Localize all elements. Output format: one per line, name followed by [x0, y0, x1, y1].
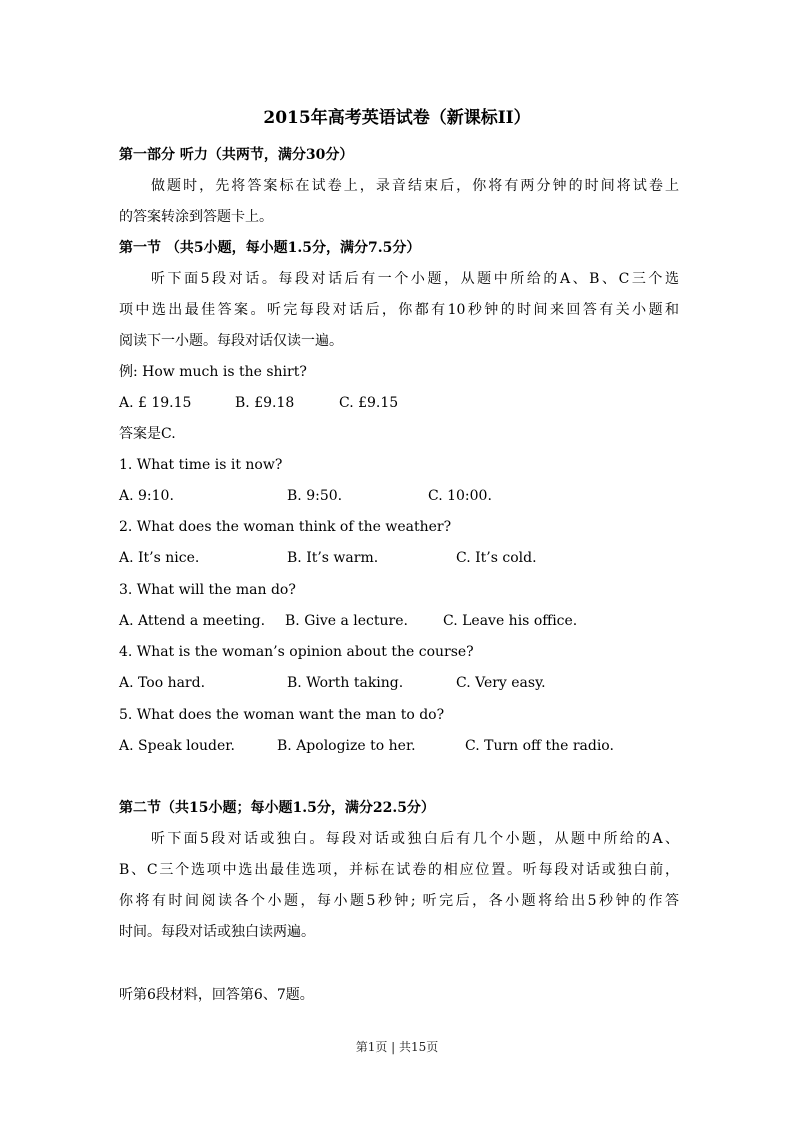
question-4-option-a: A. Too hard. [119, 675, 206, 691]
section2-intro-line: B、C三个选项中选出最佳选项，并标在试卷的相应位置。听每段对话或独白前， [119, 862, 679, 878]
question-3: 3. What will the man do? [119, 582, 296, 598]
part1-heading: 第一部分 听力（共两节，满分30分） [119, 147, 354, 163]
question-1: 1. What time is it now? [119, 457, 283, 473]
section1-intro-line: 听下面5段对话。每段对话后有一个小题，从题中所给的A、B、C三个选 [151, 271, 679, 287]
question-5-option-b: B. Apologize to her. [277, 738, 416, 754]
question-2-option-a: A. It’s nice. [119, 550, 200, 566]
example-question: 例: How much is the shirt? [119, 364, 307, 380]
example-option-c: C. £9.15 [339, 395, 399, 411]
question-1-option-c: C. 10:00. [428, 488, 492, 504]
section1-intro-line: 项中选出最佳答案。听完每段对话后，你都有10秒钟的时间来回答有关小题和 [119, 302, 679, 318]
example-answer: 答案是C. [119, 426, 176, 442]
question-5: 5. What does the woman want the man to do? [119, 707, 445, 723]
question-1-option-b: B. 9:50. [287, 488, 343, 504]
question-5-option-c: C. Turn off the radio. [465, 738, 614, 754]
exam-title: 2015年高考英语试卷（新课标II） [263, 108, 531, 128]
section1-intro-line: 阅读下一小题。每段对话仅读一遍。 [119, 333, 343, 349]
question-3-option-a: A. Attend a meeting. [119, 613, 266, 629]
page-footer: 第1页 | 共15页 [355, 1040, 439, 1054]
question-2: 2. What does the woman think of the weather? [119, 519, 452, 535]
section2-intro-line: 你将有时间阅读各个小题，每小题5秒钟; 听完后，各小题将给出5秒钟的作答 [119, 893, 679, 909]
question-3-option-c: C. Leave his office. [443, 613, 578, 629]
question-1-option-a: A. 9:10. [119, 488, 174, 504]
part1-intro-line: 的答案转涂到答题卡上。 [119, 209, 273, 225]
example-option-b: B. £9.18 [235, 395, 295, 411]
question-5-option-a: A. Speak louder. [119, 738, 235, 754]
question-4-option-c: C. Very easy. [456, 675, 546, 691]
section1-heading: 第一节 （共5小题，每小题1.5分，满分7.5分） [119, 240, 421, 256]
section2-intro-line: 时间。每段对话或独白读两遍。 [119, 924, 315, 940]
part1-intro-line: 做题时，先将答案标在试卷上，录音结束后，你将有两分钟的时间将试卷上 [151, 178, 679, 194]
section2-intro-line: 听下面5段对话或独白。每段对话或独白后有几个小题，从题中所给的A、 [151, 831, 679, 847]
question-4: 4. What is the woman’s opinion about the course? [119, 644, 474, 660]
question-4-option-b: B. Worth taking. [287, 675, 404, 691]
question-2-option-c: C. It’s cold. [456, 550, 537, 566]
question-2-option-b: B. It’s warm. [287, 550, 379, 566]
question-3-option-b: B. Give a lecture. [285, 613, 408, 629]
example-option-a: A. £ 19.15 [119, 395, 192, 411]
section2-heading: 第二节（共15小题；每小题1.5分，满分22.5分） [119, 800, 435, 816]
material-instruction: 听第6段材料，回答第6、7题。 [119, 987, 314, 1003]
